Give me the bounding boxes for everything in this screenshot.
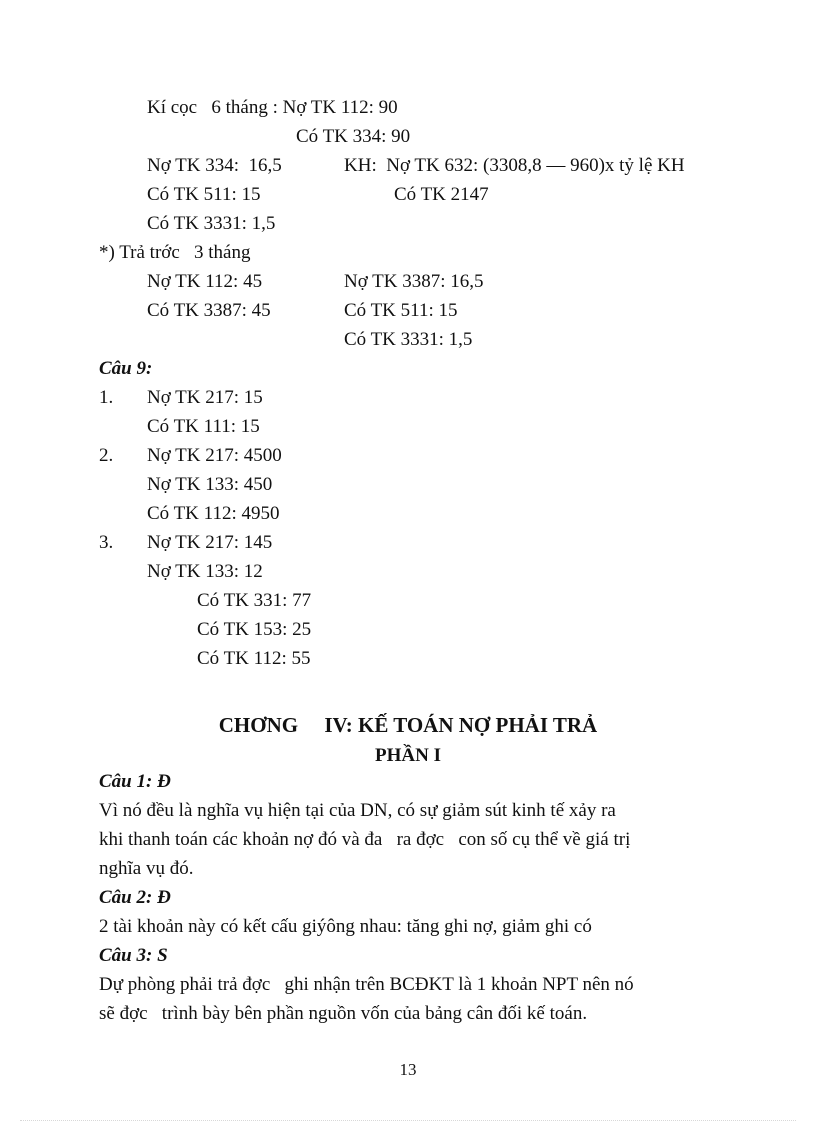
deposit-line: Kí cọc 6 tháng : Nợ TK 112: 90 [147,97,398,118]
prepaid-debit-3387: Nợ TK 3387: 16,5 [344,271,484,292]
question-2-heading: Câu 2: Đ [99,887,171,908]
credit-3331-line: Có TK 3331: 1,5 [147,213,276,234]
debit-334-line: Nợ TK 334: 16,5 [147,155,282,176]
question-1-line-3: nghĩa vụ đó. [99,858,194,879]
question-3-line-1: Dự phòng phải trả đợc ghi nhận trên BCĐKT là 1 khoản NPT nên nó [99,974,634,995]
depreciation-line: KH: Nợ TK 632: (3308,8 — 960)x tỷ lệ KH [344,155,685,176]
item-1-number: 1. [99,387,114,408]
item-3-credit-112: Có TK 112: 55 [197,648,311,669]
item-1-credit: Có TK 111: 15 [147,416,260,437]
prepaid-credit-3387: Có TK 3387: 45 [147,300,271,321]
item-3-credit-331: Có TK 331: 77 [197,590,312,611]
item-2-debit-217: Nợ TK 217: 4500 [147,445,282,466]
bottom-divider [20,1120,796,1121]
credit-2147-line: Có TK 2147 [394,184,489,205]
item-3-debit-217: Nợ TK 217: 145 [147,532,273,553]
item-3-number: 3. [99,532,114,553]
prepaid-heading: *) Trả trớc 3 tháng [99,242,251,263]
page-number: 13 [399,1060,417,1079]
item-2-number: 2. [99,445,114,466]
question-1-line-1: Vì nó đều là nghĩa vụ hiện tại của DN, có sự giảm sút kinh tế xảy ra [99,800,616,821]
item-3-credit-153: Có TK 153: 25 [197,619,312,640]
question-1-heading: Câu 1: Đ [99,771,171,792]
question-3-line-2: sẽ đợc trình bày bên phần nguồn vốn của bảng cân đối kế toán. [99,1003,588,1024]
item-1-debit: Nợ TK 217: 15 [147,387,263,408]
section-title: PHẦN I [375,745,441,766]
prepaid-debit-112: Nợ TK 112: 45 [147,271,263,292]
item-2-credit-112: Có TK 112: 4950 [147,503,280,524]
item-3-debit-133: Nợ TK 133: 12 [147,561,263,582]
credit-334-line: Có TK 334: 90 [296,126,411,147]
item-2-debit-133: Nợ TK 133: 450 [147,474,273,495]
credit-511-line: Có TK 511: 15 [147,184,261,205]
chapter-title: CHƠNG IV: KẾ TOÁN NỢ PHẢI TRẢ [218,713,598,737]
prepaid-credit-3331: Có TK 3331: 1,5 [344,329,473,350]
question-1-line-2: khi thanh toán các khoản nợ đó và đa ra đợc con số cụ thể về giá trị [99,829,631,850]
prepaid-credit-511: Có TK 511: 15 [344,300,458,321]
question-2-line-1: 2 tài khoản này có kết cấu giýông nhau: tăng ghi nợ, giảm ghi có [99,916,592,937]
question-3-heading: Câu 3: S [99,945,168,966]
question-9-heading: Câu 9: [99,358,153,379]
